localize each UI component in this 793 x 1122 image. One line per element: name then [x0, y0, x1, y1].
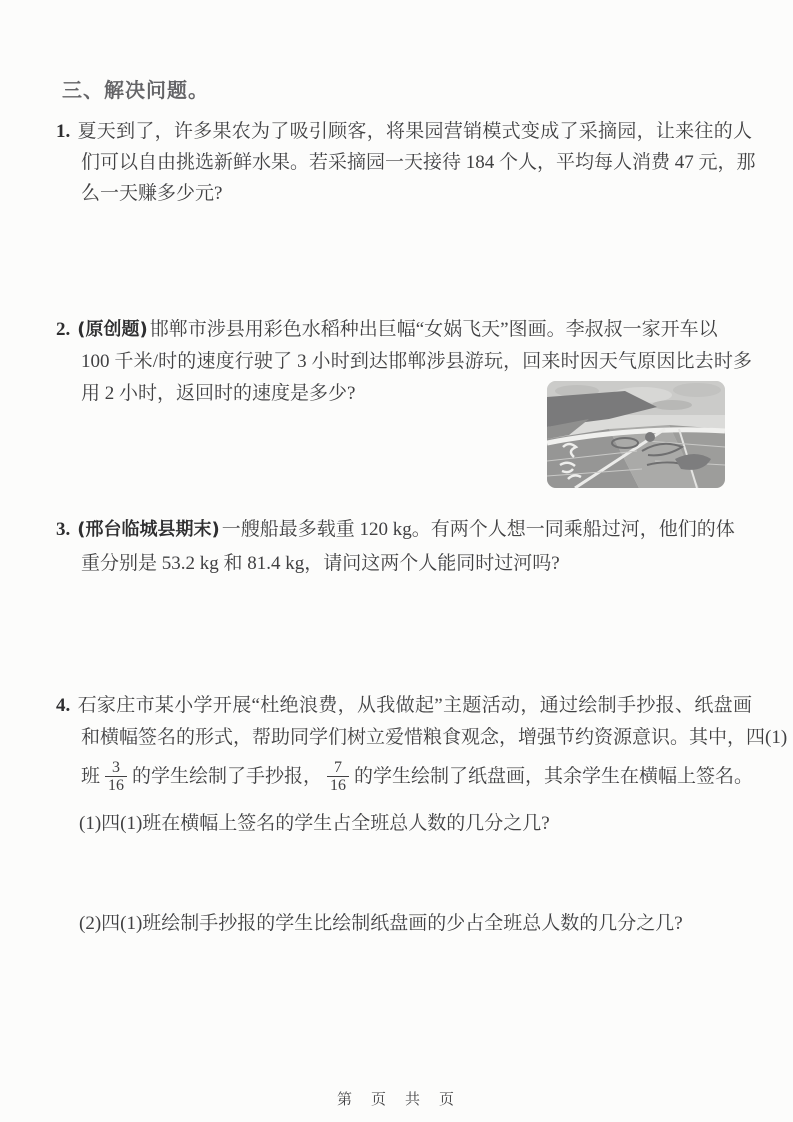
- fraction-denominator: 16: [105, 776, 127, 795]
- problem-1: [56, 116, 756, 209]
- rice-field-artwork-photo: [547, 381, 725, 488]
- problem-4-subquestion-1: (1)四(1)班在横幅上签名的学生占全班总人数的几分之几?: [79, 813, 550, 834]
- problem-3-line-1: [56, 513, 752, 547]
- fraction-denominator: 16: [327, 776, 349, 795]
- problem-3-number: 3.: [56, 519, 71, 540]
- problem-4-text-4: 的学生绘制了纸盘画，其余学生在横幅上签名。: [354, 766, 754, 787]
- problem-4: [56, 690, 788, 800]
- fraction-7-16: [327, 759, 349, 795]
- problem-4-line-2: 和横幅签名的形式，帮助同学们树立爱惜粮食观念，增强节约资源意识。其中，四(1): [81, 727, 788, 748]
- problem-2-text-1: 邯郸市涉县用彩色水稻种出巨幅“女娲飞天”图画。李叔叔一家开车以: [149, 319, 718, 340]
- problem-3-source-tag: (邢台临城县期末): [77, 519, 220, 540]
- problem-4-line-3: [56, 754, 752, 800]
- problem-4-text-1: 石家庄市某小学开展“杜绝浪费，从我做起”主题活动，通过绘制手抄报、纸盘画: [77, 695, 752, 716]
- problem-1-line-3: 么一天赚多少元?: [81, 183, 223, 204]
- fraction-numerator: 3: [112, 759, 121, 776]
- problem-2-line-2: 100 千米/时的速度行驶了 3 小时到达邯郸涉县游玩，回来时因天气原因比去时多: [81, 351, 752, 372]
- problem-2-number: 2.: [56, 319, 71, 340]
- problem-3-line-2: 重分别是 53.2 kg 和 81.4 kg，请问这两个人能同时过河吗?: [81, 553, 560, 574]
- problem-4-subquestion-2: (2)四(1)班绘制手抄报的学生比绘制纸盘画的少占全班总人数的几分之几?: [79, 913, 683, 934]
- section-heading: 三、解决问题。: [62, 78, 209, 102]
- aerial-photo-graphic: [547, 381, 725, 488]
- fraction-numerator: 7: [334, 759, 343, 776]
- problem-1-text-1: 夏天到了，许多果农为了吸引顾客，将果园营销模式变成了采摘园，让来往的人: [77, 121, 752, 142]
- problem-4-text-3: 的学生绘制了手抄报，: [132, 766, 323, 787]
- problem-4-number: 4.: [56, 695, 71, 716]
- problem-2-line-1: [56, 314, 752, 346]
- problem-1-number: 1.: [56, 121, 71, 142]
- problem-1-line-1: [56, 116, 752, 147]
- problem-4-text-2: 班: [81, 766, 101, 787]
- fraction-3-16: [105, 759, 127, 795]
- problem-2-line-3: 用 2 小时，返回时的速度是多少?: [81, 383, 356, 404]
- problem-3-text-1: 一艘船最多载重 120 kg。有两个人想一同乘船过河，他们的体: [221, 519, 735, 540]
- problem-4-line-1: [56, 690, 752, 722]
- problem-1-line-2: 们可以自由挑选新鲜水果。若采摘园一天接待 184 个人，平均每人消费 47 元，那: [81, 152, 756, 173]
- page-footer: 第 页 共 页: [336, 1090, 456, 1108]
- problem-3: [56, 513, 752, 581]
- problem-2-source-tag: (原创题): [77, 319, 148, 340]
